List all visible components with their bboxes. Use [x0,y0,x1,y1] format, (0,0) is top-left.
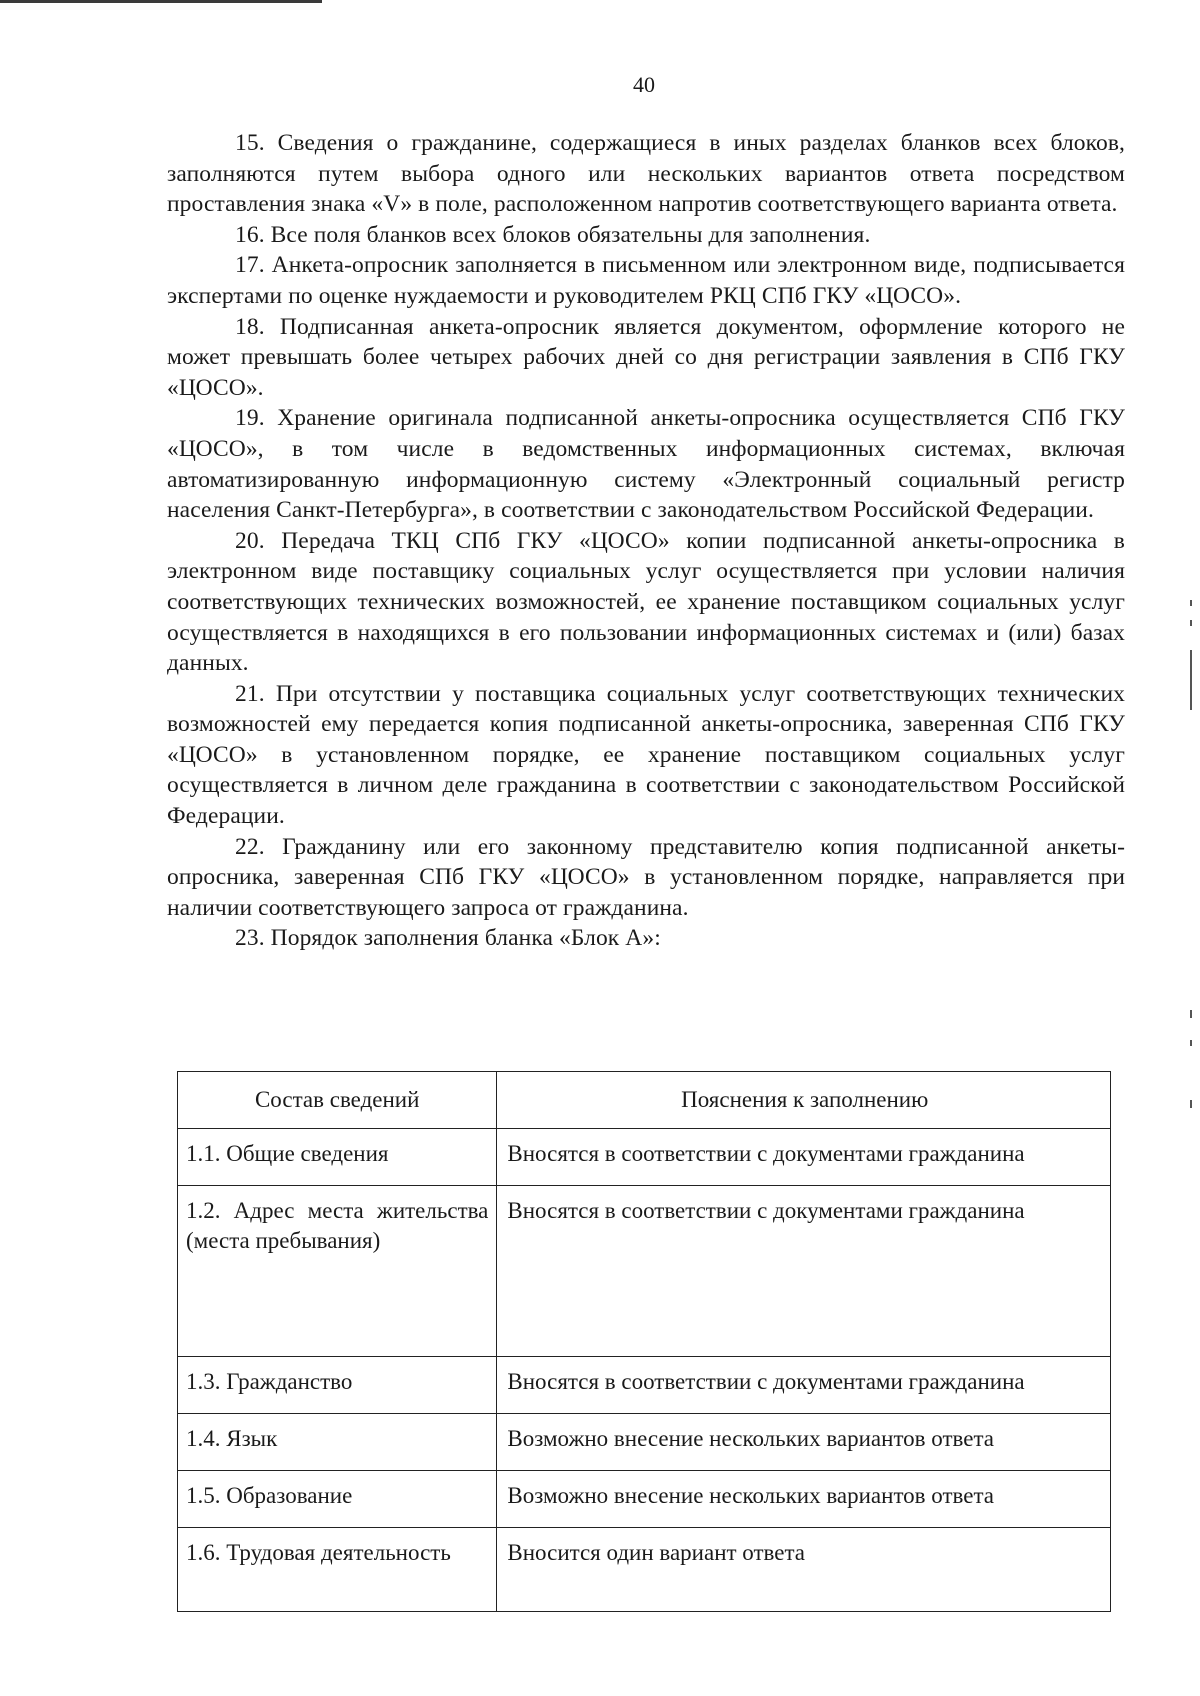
table-cell-explanation: Вносятся в соответствии с документами гражданина [497,1357,1111,1414]
table-cell-field: 1.3. Гражданство [178,1357,497,1414]
paragraph-19: 19. Хранение оригинала подписанной анкеты-опросника осуществляется СПб ГКУ «ЦОСО», в том числе в ведомственных информационных системах, включая автоматизированную информационную систему «Электронный социальный регистр населения Санкт-Петербурга», в соответствии с законодательством Российской Федерации. [167,405,1125,524]
table-cell-field: 1.5. Образование [178,1471,497,1528]
paragraph-21: 21. При отсутствии у поставщика социальных услуг соответствующих технических возможностей ему передается копия подписанной анкеты-опросника, заверенная СПб ГКУ «ЦОСО» в установленном порядке, ее хранение поставщиком социальных услуг осуществляется в личном деле гражданина в соответствии с законодательством Российской Федерации. [167,680,1125,830]
table-cell-field: 1.6. Трудовая деятельность [178,1528,497,1612]
table-cell-explanation: Вносятся в соответствии с документами гражданина [497,1129,1111,1186]
table-row [178,1414,1111,1471]
table-cell-explanation: Вносятся в соответствии с документами гражданина [497,1186,1111,1357]
table-row [178,1471,1111,1528]
table-cell-field: 1.4. Язык [178,1414,497,1471]
table-row [178,1528,1111,1612]
paragraph-15: 15. Сведения о гражданине, содержащиеся в иных разделах бланков всех блоков, заполняются путем выбора одного или нескольких вариантов ответа посредством проставления знака «V» в поле, расположенном напротив соответствующего варианта ответа. [167,130,1125,218]
table-header-row [178,1072,1111,1129]
paragraph-23: 23. Порядок заполнения бланка «Блок А»: [235,925,661,952]
paragraph-22: 22. Гражданину или его законному представителю копия подписанной анкеты-опросника, заверенная СПб ГКУ «ЦОСО» в установленном порядке, направляется при наличии соответствующего запроса от гражданина. [167,833,1125,921]
scan-mark [1190,620,1192,626]
table-row [178,1186,1111,1357]
block-a-fill-table [177,1071,1111,1612]
scan-mark [1190,600,1192,606]
document-body [167,128,1125,954]
page-number: 40 [633,72,655,97]
paragraph-18: 18. Подписанная анкета-опросник является документом, оформление которого не может превышать более четырех рабочих дней со дня регистрации заявления в СПб ГКУ «ЦОСО». [167,313,1125,401]
paragraph-17: 17. Анкета-опросник заполняется в письменном или электронном виде, подписывается экспертами по оценке нуждаемости и руководителем РКЦ СПб ГКУ «ЦОСО». [167,252,1125,309]
table-cell-explanation: Возможно внесение нескольких вариантов ответа [497,1414,1111,1471]
scan-mark [1190,1100,1192,1108]
table-cell-field: 1.2. Адрес места жительства (места пребывания) [178,1186,497,1357]
scan-mark [1190,1010,1192,1018]
scan-mark [1190,650,1192,710]
fill-table [177,1071,1111,1612]
table-cell-field: 1.1. Общие сведения [178,1129,497,1186]
scan-mark [1190,1040,1192,1046]
table-cell-explanation: Вносится один вариант ответа [497,1528,1111,1612]
table-row [178,1129,1111,1186]
table-header-cell: Состав сведений [178,1072,497,1129]
table-row [178,1357,1111,1414]
top-rule [0,0,322,3]
table-cell-explanation: Возможно внесение нескольких вариантов ответа [497,1471,1111,1528]
paragraph-20: 20. Передача ТКЦ СПб ГКУ «ЦОСО» копии подписанной анкеты-опросника в электронном виде поставщику социальных услуг осуществляется при условии наличия соответствующих технических возможностей, ее хранение поставщиком социальных услуг осуществляется в находящихся в его пользовании информационных системах и (или) базах данных. [167,527,1125,677]
scan-margin-marks [1170,580,1200,1580]
table-header-cell: Пояснения к заполнению [497,1072,1111,1129]
paragraph-16: 16. Все поля бланков всех блоков обязательны для заполнения. [235,221,871,248]
